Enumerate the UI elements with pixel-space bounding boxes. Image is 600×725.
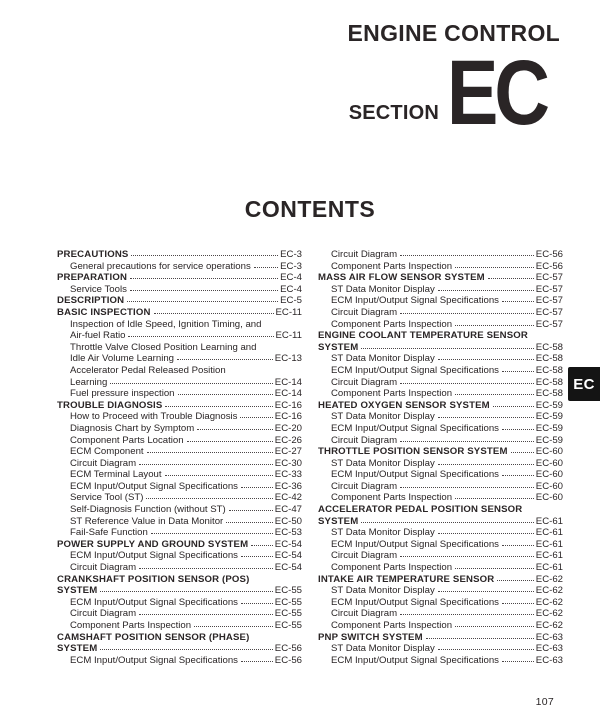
dot-leader <box>438 533 534 534</box>
toc-line <box>318 504 563 516</box>
toc-line <box>57 400 302 412</box>
toc-line <box>57 481 302 493</box>
dot-leader <box>139 614 273 615</box>
toc-entry-title: Idle Air Volume Learning <box>70 353 174 365</box>
dot-leader <box>502 301 534 302</box>
toc-line <box>318 319 563 331</box>
toc-line <box>318 492 563 504</box>
toc-page-ref: EC-62 <box>535 585 563 597</box>
toc-line <box>57 562 302 574</box>
dot-leader <box>502 475 534 476</box>
page-title: ENGINE CONTROL <box>347 20 560 46</box>
toc-line <box>318 411 563 423</box>
toc-entry-title: TROUBLE DIAGNOSIS <box>57 399 163 411</box>
dot-leader <box>455 394 534 395</box>
toc-page-ref: EC-58 <box>535 353 563 365</box>
toc-page-ref: EC-59 <box>535 399 563 411</box>
section-side-tab-label: EC <box>573 375 595 393</box>
toc-line <box>318 342 563 354</box>
toc-page-ref: EC-57 <box>535 318 563 330</box>
toc-entry-title: ECM Input/Output Signal Specifications <box>331 364 499 376</box>
toc-line <box>57 249 302 261</box>
dot-leader <box>455 568 534 569</box>
toc-entry-title: CAMSHAFT POSITION SENSOR (PHASE) <box>57 631 250 643</box>
toc-entry-title: How to Proceed with Trouble Diagnosis <box>70 411 238 423</box>
toc-entry-title: MASS AIR FLOW SENSOR SYSTEM <box>318 272 485 284</box>
toc-entry-title: INTAKE AIR TEMPERATURE SENSOR <box>318 573 495 585</box>
contents-title: CONTENTS <box>244 196 376 222</box>
toc-page-ref: EC-55 <box>274 596 302 608</box>
toc-page-ref: EC-53 <box>274 527 302 539</box>
section-code: EC <box>447 42 546 144</box>
toc-line <box>57 261 302 273</box>
toc-page-ref: EC-60 <box>535 446 563 458</box>
toc-entry-title: Circuit Diagram <box>70 457 137 469</box>
toc-page-ref: EC-54 <box>274 538 302 550</box>
toc-entry-title: ENGINE COOLANT TEMPERATURE SENSOR <box>318 330 528 342</box>
toc-line <box>57 574 302 586</box>
dot-leader <box>165 475 273 476</box>
toc-page-ref: EC-55 <box>274 608 302 620</box>
toc-page-ref: EC-62 <box>535 596 563 608</box>
dot-leader <box>502 429 534 430</box>
toc-entry-title: HEATED OXYGEN SENSOR SYSTEM <box>318 399 490 411</box>
toc-line <box>57 550 302 562</box>
toc-entry-title: PNP SWITCH SYSTEM <box>318 631 423 643</box>
toc-entry-title: Fail-Safe Function <box>70 527 148 539</box>
toc-page-ref: EC-57 <box>535 272 563 284</box>
toc-entry-title: PREPARATION <box>57 272 128 284</box>
toc-page-ref: EC-62 <box>535 573 563 585</box>
dot-leader <box>100 591 272 592</box>
toc-page-ref: EC-4 <box>280 272 302 284</box>
toc-line <box>318 388 563 400</box>
toc-page-ref: EC-58 <box>535 341 563 353</box>
toc-line <box>318 527 563 539</box>
toc-page-ref: EC-60 <box>535 480 563 492</box>
toc-line <box>318 353 563 365</box>
toc-line <box>57 388 302 400</box>
toc-line <box>57 295 302 307</box>
toc-entry-title: Component Parts Location <box>70 434 184 446</box>
toc-page-ref: EC-60 <box>535 469 563 481</box>
toc-page-ref: EC-60 <box>535 457 563 469</box>
toc-page-ref: EC-55 <box>274 620 302 631</box>
toc-entry-title: SYSTEM <box>57 643 98 655</box>
toc-entry-title: Circuit Diagram <box>331 249 398 260</box>
toc-entry-title: DESCRIPTION <box>57 295 125 307</box>
dot-leader <box>197 429 273 430</box>
dot-leader <box>400 255 534 256</box>
toc-line <box>57 435 302 447</box>
dot-leader <box>146 498 272 499</box>
dot-leader <box>240 417 272 418</box>
toc-page-ref: EC-56 <box>274 654 302 666</box>
toc-line <box>57 469 302 481</box>
dot-leader <box>131 255 278 256</box>
dot-leader <box>127 301 278 302</box>
toc-entry-title: Throttle Valve Closed Position Learning and <box>70 341 257 353</box>
toc-page-ref: EC-3 <box>280 249 302 260</box>
toc-page-ref: EC-59 <box>535 422 563 434</box>
toc-entry-title: POWER SUPPLY AND GROUND SYSTEM <box>57 538 249 550</box>
toc-line <box>57 643 302 655</box>
section-side-tab <box>568 367 600 401</box>
toc-entry-title: Inspection of Idle Speed, Ignition Timing, and <box>70 318 262 330</box>
toc-line <box>57 655 302 667</box>
toc-line <box>57 284 302 296</box>
toc-page-ref: EC-54 <box>274 550 302 562</box>
toc-page-ref: EC-61 <box>535 527 563 539</box>
dot-leader <box>165 406 272 407</box>
dot-leader <box>400 313 534 314</box>
toc-line <box>57 585 302 597</box>
dot-leader <box>130 278 278 279</box>
toc-page-ref: EC-61 <box>535 538 563 550</box>
toc-entry-title: ACCELERATOR PEDAL POSITION SENSOR <box>318 504 523 516</box>
toc-line <box>318 272 563 284</box>
toc-page-ref: EC-56 <box>274 643 302 655</box>
toc-line <box>318 574 563 586</box>
toc-page-ref: EC-3 <box>280 260 302 272</box>
toc-line <box>318 516 563 528</box>
toc-page-ref: EC-14 <box>274 376 302 388</box>
dot-leader <box>438 591 534 592</box>
dot-leader <box>455 267 534 268</box>
toc-entry-title: Component Parts Inspection <box>331 492 453 504</box>
dot-leader <box>400 441 534 442</box>
toc-line <box>318 295 563 307</box>
toc-line <box>318 469 563 481</box>
toc-line <box>318 330 563 342</box>
toc-line <box>318 655 563 667</box>
toc-line <box>318 261 563 273</box>
dot-leader <box>455 626 534 627</box>
toc-entry-title: Service Tool (ST) <box>70 492 144 504</box>
toc-page-ref: EC-13 <box>274 353 302 365</box>
toc-line <box>57 365 302 377</box>
dot-leader <box>147 452 273 453</box>
toc-page-ref: EC-30 <box>274 457 302 469</box>
toc-page-ref: EC-63 <box>535 631 563 643</box>
toc-entry-title: ECM Terminal Layout <box>70 469 162 481</box>
toc-page-ref: EC-5 <box>280 295 302 307</box>
toc-page-ref: EC-56 <box>535 260 563 272</box>
toc-entry-title: SYSTEM <box>57 585 98 597</box>
toc-line <box>318 365 563 377</box>
toc-line <box>318 562 563 574</box>
toc-page-ref: EC-63 <box>535 643 563 655</box>
dot-leader <box>488 278 534 279</box>
toc-line <box>318 458 563 470</box>
section-label: SECTION <box>348 102 439 124</box>
toc-line <box>57 377 302 389</box>
toc-line <box>318 377 563 389</box>
toc-entry-title: ECM Input/Output Signal Specifications <box>331 538 499 550</box>
toc-entry-title: Service Tools <box>70 283 127 295</box>
toc-page-ref: EC-56 <box>535 249 563 260</box>
toc-entry-title: ECM Input/Output Signal Specifications <box>70 596 238 608</box>
toc-page-ref: EC-27 <box>274 446 302 458</box>
toc-page-ref: EC-36 <box>274 480 302 492</box>
toc-page-ref: EC-62 <box>535 608 563 620</box>
toc-page-ref: EC-61 <box>535 515 563 527</box>
toc-line <box>57 353 302 365</box>
toc-entry-title: Accelerator Pedal Released Position <box>70 364 226 376</box>
toc-entry-title: General precautions for service operations <box>70 260 251 272</box>
dot-leader <box>502 661 534 662</box>
toc-page-ref: EC-61 <box>535 550 563 562</box>
toc-entry-title: Circuit Diagram <box>331 480 398 492</box>
toc-line <box>318 284 563 296</box>
toc-page-ref: EC-62 <box>535 620 563 631</box>
toc-page-ref: EC-57 <box>535 283 563 295</box>
toc-entry-title: Fuel pressure inspection <box>70 388 175 400</box>
dot-leader <box>438 464 534 465</box>
toc-line <box>57 504 302 516</box>
dot-leader <box>194 626 273 627</box>
toc-entry-title: Component Parts Inspection <box>331 318 453 330</box>
toc-page-ref: EC-59 <box>535 411 563 423</box>
toc-line <box>318 550 563 562</box>
dot-leader <box>502 545 534 546</box>
dot-leader <box>400 614 534 615</box>
toc-line <box>57 608 302 620</box>
toc-page-ref: EC-16 <box>274 411 302 423</box>
dot-leader <box>400 487 534 488</box>
toc-line <box>57 597 302 609</box>
toc-column-left <box>57 249 302 666</box>
toc-line <box>318 423 563 435</box>
toc-entry-title: ST Data Monitor Display <box>331 585 435 597</box>
toc-line <box>318 400 563 412</box>
toc-page-ref: EC-11 <box>275 330 302 342</box>
toc-line <box>318 249 563 261</box>
dot-leader <box>130 290 278 291</box>
toc-page-ref: EC-33 <box>274 469 302 481</box>
toc-entry-title: ECM Input/Output Signal Specifications <box>331 654 499 666</box>
toc-entry-title: Circuit Diagram <box>331 608 398 620</box>
toc-page-ref: EC-57 <box>535 306 563 318</box>
toc-page-ref: EC-47 <box>274 504 302 516</box>
toc-entry-title: Diagnosis Chart by Symptom <box>70 422 195 434</box>
dot-leader <box>438 359 534 360</box>
toc-line <box>57 492 302 504</box>
toc-entry-title: Component Parts Inspection <box>70 620 192 631</box>
toc-line <box>57 272 302 284</box>
toc-line <box>318 481 563 493</box>
dot-leader <box>251 545 273 546</box>
toc-line <box>318 597 563 609</box>
toc-entry-title: Component Parts Inspection <box>331 260 453 272</box>
toc-page-ref: EC-58 <box>535 376 563 388</box>
toc-line <box>57 539 302 551</box>
toc-line <box>57 446 302 458</box>
toc-entry-title: Air-fuel Ratio <box>70 330 126 342</box>
toc-entry-title: ECM Component <box>70 446 144 458</box>
toc-line <box>57 411 302 423</box>
toc-page-ref: EC-16 <box>274 399 302 411</box>
dot-leader <box>226 522 273 523</box>
toc-page-ref: EC-61 <box>535 562 563 574</box>
toc-page-ref: EC-58 <box>535 364 563 376</box>
page-number: 107 <box>535 696 554 708</box>
dot-leader <box>455 498 534 499</box>
dot-leader <box>139 464 273 465</box>
dot-leader <box>497 580 533 581</box>
dot-leader <box>438 417 534 418</box>
toc-entry-title: SYSTEM <box>318 341 359 353</box>
toc-line <box>57 319 302 331</box>
toc-entry-title: Circuit Diagram <box>331 550 398 562</box>
toc-line <box>57 307 302 319</box>
toc-entry-title: Circuit Diagram <box>331 434 398 446</box>
toc-page-ref: EC-42 <box>274 492 302 504</box>
toc-entry-title: ST Data Monitor Display <box>331 353 435 365</box>
dot-leader <box>151 533 273 534</box>
toc-page-ref: EC-54 <box>274 562 302 574</box>
dot-leader <box>400 556 534 557</box>
dot-leader <box>241 603 273 604</box>
toc-page-ref: EC-50 <box>274 515 302 527</box>
toc-line <box>318 620 563 632</box>
dot-leader <box>361 522 533 523</box>
toc-line <box>318 608 563 620</box>
table-of-contents <box>57 249 563 666</box>
toc-entry-title: ST Data Monitor Display <box>331 643 435 655</box>
toc-entry-title: Circuit Diagram <box>70 562 137 574</box>
toc-page-ref: EC-57 <box>535 295 563 307</box>
dot-leader <box>187 441 273 442</box>
toc-line <box>57 330 302 342</box>
dot-leader <box>100 649 272 650</box>
toc-entry-title: THROTTLE POSITION SENSOR SYSTEM <box>318 446 508 458</box>
dot-leader <box>361 348 533 349</box>
dot-leader <box>502 603 534 604</box>
dot-leader <box>426 638 534 639</box>
toc-entry-title: Component Parts Inspection <box>331 620 453 631</box>
dot-leader <box>154 313 274 314</box>
toc-entry-title: ST Data Monitor Display <box>331 457 435 469</box>
toc-entry-title: Circuit Diagram <box>70 608 137 620</box>
dot-leader <box>229 510 273 511</box>
dot-leader <box>139 568 273 569</box>
toc-entry-title: ST Data Monitor Display <box>331 411 435 423</box>
toc-page-ref: EC-60 <box>535 492 563 504</box>
toc-entry-title: Circuit Diagram <box>331 376 398 388</box>
dot-leader <box>110 383 272 384</box>
dot-leader <box>502 371 534 372</box>
toc-entry-title: BASIC INSPECTION <box>57 306 151 318</box>
toc-line <box>318 585 563 597</box>
toc-entry-title: ST Reference Value in Data Monitor <box>70 515 224 527</box>
toc-entry-title: Learning <box>70 376 108 388</box>
toc-page-ref: EC-4 <box>280 283 302 295</box>
toc-page-ref: EC-20 <box>274 422 302 434</box>
toc-entry-title: ECM Input/Output Signal Specifications <box>70 480 238 492</box>
toc-line <box>57 342 302 354</box>
dot-leader <box>438 290 534 291</box>
dot-leader <box>493 406 534 407</box>
dot-leader <box>178 394 273 395</box>
dot-leader <box>241 661 273 662</box>
toc-page-ref: EC-63 <box>535 654 563 666</box>
toc-entry-title: ECM Input/Output Signal Specifications <box>331 295 499 307</box>
toc-line <box>318 307 563 319</box>
toc-column-right <box>318 249 563 666</box>
toc-entry-title: PRECAUTIONS <box>57 249 129 260</box>
toc-line <box>318 435 563 447</box>
toc-line <box>57 632 302 644</box>
toc-entry-title: ST Data Monitor Display <box>331 527 435 539</box>
dot-leader <box>254 267 278 268</box>
dot-leader <box>438 649 534 650</box>
toc-entry-title: Circuit Diagram <box>331 306 398 318</box>
dot-leader <box>511 452 534 453</box>
dot-leader <box>400 383 534 384</box>
toc-entry-title: Self-Diagnosis Function (without ST) <box>70 504 226 516</box>
toc-entry-title: ECM Input/Output Signal Specifications <box>331 469 499 481</box>
toc-line <box>318 539 563 551</box>
toc-line <box>318 632 563 644</box>
toc-entry-title: Component Parts Inspection <box>331 388 453 400</box>
toc-page-ref: EC-55 <box>274 585 302 597</box>
toc-line <box>318 643 563 655</box>
dot-leader <box>177 359 273 360</box>
toc-line <box>57 527 302 539</box>
dot-leader <box>455 325 534 326</box>
toc-line <box>57 516 302 528</box>
toc-page-ref: EC-26 <box>274 434 302 446</box>
toc-entry-title: ECM Input/Output Signal Specifications <box>70 654 238 666</box>
toc-line <box>318 446 563 458</box>
toc-entry-title: ECM Input/Output Signal Specifications <box>331 422 499 434</box>
toc-entry-title: ST Data Monitor Display <box>331 283 435 295</box>
toc-page-ref: EC-14 <box>274 388 302 400</box>
toc-line <box>57 458 302 470</box>
toc-entry-title: ECM Input/Output Signal Specifications <box>331 596 499 608</box>
toc-entry-title: SYSTEM <box>318 515 359 527</box>
toc-page-ref: EC-59 <box>535 434 563 446</box>
dot-leader <box>241 556 273 557</box>
toc-entry-title: CRANKSHAFT POSITION SENSOR (POS) <box>57 573 250 585</box>
toc-entry-title: Component Parts Inspection <box>331 562 453 574</box>
toc-line <box>57 423 302 435</box>
toc-line <box>57 620 302 632</box>
dot-leader <box>128 336 273 337</box>
toc-page-ref: EC-11 <box>275 306 302 318</box>
toc-page-ref: EC-58 <box>535 388 563 400</box>
dot-leader <box>241 487 273 488</box>
toc-entry-title: ECM Input/Output Signal Specifications <box>70 550 238 562</box>
